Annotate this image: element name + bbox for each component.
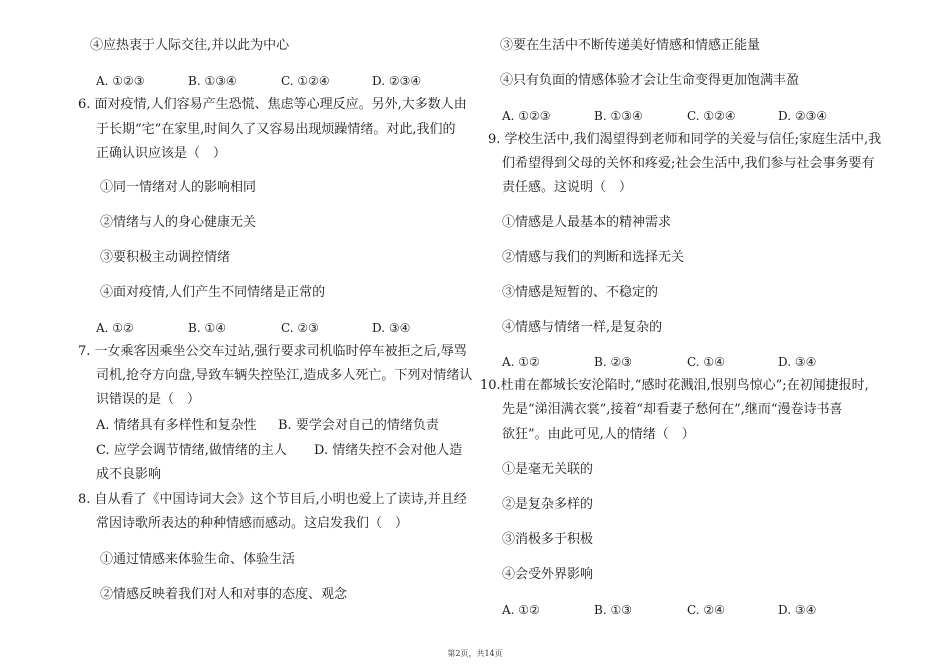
question-stem: 责任感。这说明（ ）: [502, 180, 633, 195]
statement: ④应热衷于人际交往,并以此为中心: [90, 38, 290, 53]
option-c: C. ①④: [687, 355, 725, 369]
option-d: D. ②③④: [778, 109, 828, 123]
statement: ①通过情感来体验生命、体验生活: [100, 552, 296, 567]
statement: ②情感与我们的判断和选择无关: [502, 250, 685, 265]
statement: ③要积极主动调控情绪: [100, 250, 231, 265]
statement: ①同一情绪对人的影响相同: [100, 180, 257, 195]
option-c: C. ②④: [687, 603, 725, 617]
option-a: A. ①②: [96, 321, 134, 335]
question-stem: 司机,抢夺方向盘,导致车辆失控坠江,造成多人死亡。下列对情绪认: [96, 368, 473, 383]
question-stem: 们希望得到父母的关怀和疼爱;社会生活中,我们参与社会事务要有: [502, 156, 875, 171]
option-b: B. ②③: [594, 355, 632, 369]
question-stem: 正确认识应该是（ ）: [96, 146, 227, 161]
option-d-continued: 成不良影响: [96, 467, 162, 482]
option-b: B. ①③④: [594, 109, 643, 123]
question-stem: 先是“涕泪满衣裳”,接着“却看妻子愁何在”,继而“漫卷诗书喜: [502, 402, 843, 417]
option-a: A. ①②: [502, 603, 540, 617]
statement: ③要在生活中不断传递美好情感和情感正能量: [500, 38, 761, 53]
question-stem: 8. 自从看了《中国诗词大会》这个节目后,小明也爱上了读诗,并且经: [78, 492, 467, 507]
question-stem: 7. 一女乘客因乘坐公交车过站,强行要求司机临时停车被拒之后,辱骂: [78, 344, 467, 359]
option-d: D. ③④: [778, 355, 817, 369]
question-stem: 欲狂”。由此可见,人的情绪（ ）: [502, 427, 695, 442]
option-a: A. 情绪具有多样性和复杂性: [96, 418, 257, 433]
statement: ③消极多于积极: [502, 532, 594, 547]
option-c: C. ②③: [281, 321, 319, 335]
question-stem: 9. 学校生活中,我们渴望得到老师和同学的关爱与信任;家庭生活中,我: [488, 132, 882, 147]
option-d: D. ②③④: [372, 74, 422, 88]
statement: ②情感反映着我们对人和对事的态度、观念: [100, 587, 348, 602]
question-stem: 常因诗歌所表达的种种情感而感动。这启发我们（ ）: [96, 516, 409, 531]
option-b: B. ①③: [594, 603, 632, 617]
option-c: C. ①②④: [281, 74, 330, 88]
option-b: B. 要学会对自己的情绪负责: [278, 418, 439, 433]
option-a: A. ①②③: [96, 74, 145, 88]
option-d: D. 情绪失控不会对他人造: [314, 443, 463, 458]
statement: ②是复杂多样的: [502, 497, 594, 512]
statement: ④只有负面的情感体验才会让生命变得更加饱满丰盈: [500, 73, 800, 88]
option-b: B. ①③④: [188, 74, 237, 88]
statement: ④情感与情绪一样,是复杂的: [502, 320, 663, 335]
statement: ①情感是人最基本的精神需求: [502, 215, 672, 230]
question-stem: 6. 面对疫情,人们容易产生恐慌、焦虑等心理反应。另外,大多数人由: [78, 97, 467, 112]
option-c: C. 应学会调节情绪,做情绪的主人: [96, 443, 287, 458]
page-footer: 第2页，共14页: [447, 649, 503, 658]
statement: ④面对疫情,人们产生不同情绪是正常的: [100, 285, 326, 300]
question-stem: 10.杜甫在都城长安沦陷时,“感时花溅泪,恨别鸟惊心”;在初闻捷报时,: [480, 378, 869, 393]
statement: ①是毫无关联的: [502, 462, 594, 477]
option-c: C. ①②④: [687, 109, 736, 123]
option-a: A. ①②③: [502, 109, 551, 123]
option-d: D. ③④: [778, 603, 817, 617]
option-d: D. ③④: [372, 321, 411, 335]
statement: ②情绪与人的身心健康无关: [100, 215, 257, 230]
option-b: B. ①④: [188, 321, 226, 335]
option-a: A. ①②: [502, 355, 540, 369]
question-stem: 识错误的是（ ）: [96, 392, 201, 407]
question-stem: 于长期“宅”在家里,时间久了又容易出现烦躁情绪。对此,我们的: [96, 122, 456, 137]
statement: ④会受外界影响: [502, 567, 594, 582]
statement: ③情感是短暂的、不稳定的: [502, 285, 659, 300]
